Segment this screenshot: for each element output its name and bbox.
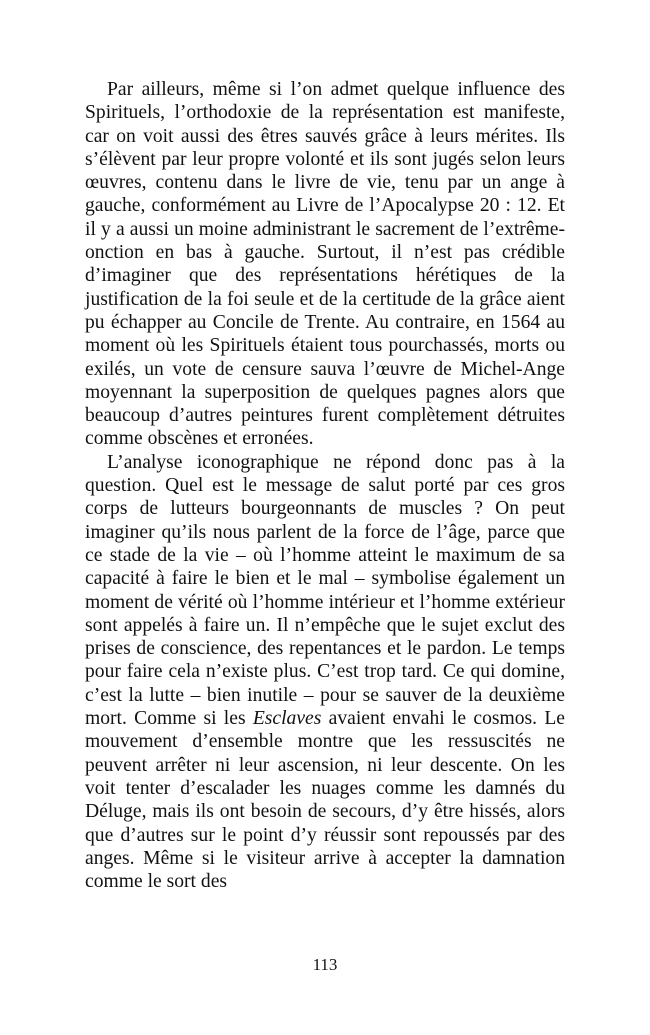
paragraph-2-text-start: L’analyse iconographique ne répond donc pas à la question. Quel est le message de salut porté par ces gros corps de lutteurs bourgeonnants de muscles ? On peut imaginer qu’ils nous parlent de la force de l’âge, parce que ce stade de la vie – où l’homme atteint le maximum de sa capacité à faire le bien et le mal – symbolise également un moment de vérité où l’homme intérieur et l’homme extérieur sont appelés à faire un. Il n’empêche que le sujet exclut des prises de conscience, des repentances et le pardon. Le temps pour faire cela n’existe plus. C’est trop tard. Ce qui domine, c’est la lutte – bien inutile – pour se sauver de la deuxième mort. Comme si les [85,451,565,730]
paragraph-2-text-end: avaient envahi le cosmos. Le mouvement d’ensemble montre que les ressuscités ne peuvent arrêter ni leur ascension, ni leur descente. On les voit tenter d’escalader les nuages comme les damnés du Déluge, mais ils ont besoin de secours, d’y être hissés, alors que d’autres sur le point d’y réussir sont repoussés par des anges. Même si le visiteur arrive à accepter la damnation comme le sort des [85,708,565,893]
italic-title-esclaves: Esclaves [252,708,322,730]
paragraph-1-text: Par ailleurs, même si l’on admet quelque influence des Spirituels, l’orthodoxie de la représentation est manifeste, car on voit aussi des êtres sauvés grâce à leurs mérites. Ils s’élèvent par leur propre volonté et ils sont jugés selon leurs œuvres, contenu dans le livre de vie, tenu par un ange à gauche, conformément au Livre de l’Apocalypse 20 : 12. Et il y a aussi un moine administrant le sacrement de l’extrême-onction en bas à gauche. Surtout, il n’est pas crédible d’imaginer que des représentations hérétiques de la justification de la foi seule et de la certitude de la grâce aient pu échapper au Concile de Trente. Au contraire, en 1564 au moment où les Spirituels étaient tous pourchassés, morts ou exilés, un vote de censure sauva l’œuvre de Michel-Ange moyennant la superposition de quelques pagnes alors que beaucoup d’autres peintures furent complètement détruites comme obscènes et erronées. [85,79,565,450]
body-text [85,78,565,893]
page-number: 113 [312,955,338,974]
paragraph-2 [85,451,565,894]
paragraph-1 [85,78,565,451]
